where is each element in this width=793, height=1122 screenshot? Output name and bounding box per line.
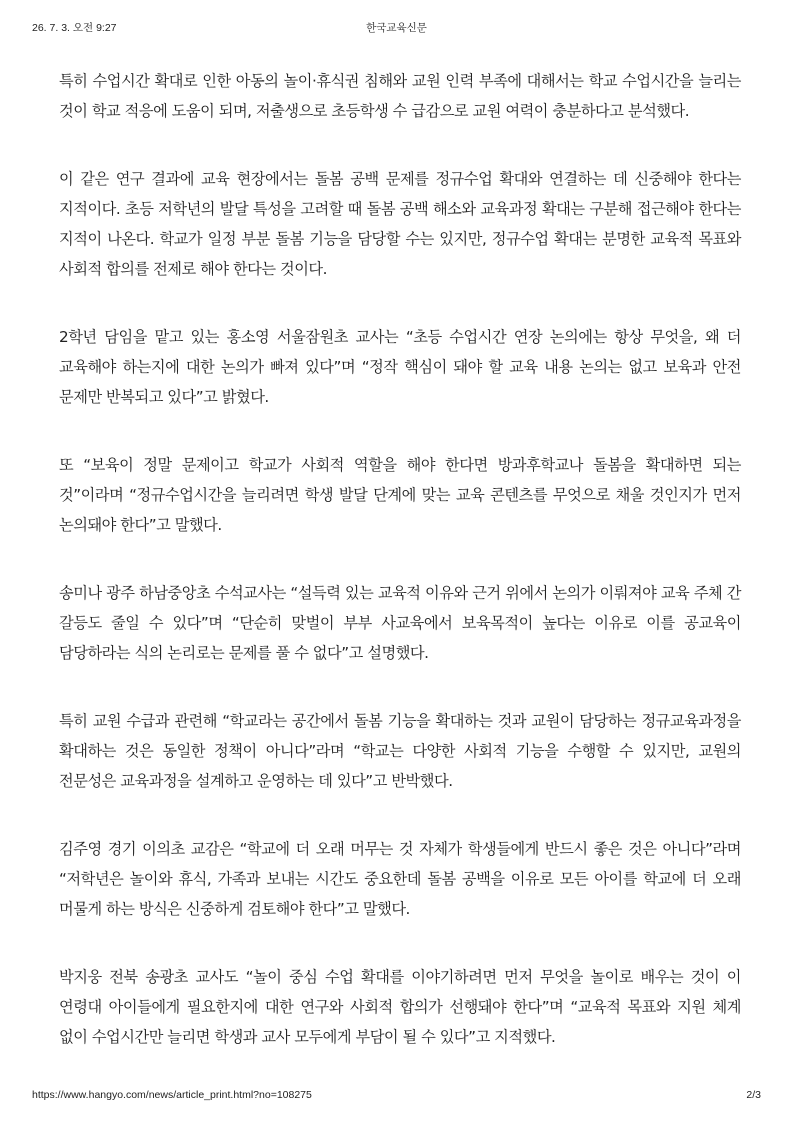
article-paragraph: 송미나 광주 하남중앙초 수석교사는 “설득력 있는 교육적 이유와 근거 위에서 논의가 이뤄져야 교육 주체 간 갈등도 줄일 수 있다”며 “단순히 맞벌이 부부 사교육에서 보육목적이 높다는 이유로 이를 공교육이 담당하라는 식의 논리로는 문제를 풀 수 없다”고 설명했다. [59,584,741,662]
article-paragraph: 2학년 담임을 맡고 있는 홍소영 서울잠원초 교사는 “초등 수업시간 연장 논의에는 항상 무엇을, 왜 더 교육해야 하는지에 대한 논의가 빠져 있다”며 “정작 핵심이 돼야 할 교육 내용 논의는 없고 보육과 안전 문제만 반복되고 있다”고 밝혔다. [59,328,741,406]
article-paragraph: 이 같은 연구 결과에 교육 현장에서는 돌봄 공백 문제를 정규수업 확대와 연결하는 데 신중해야 한다는 지적이다. 초등 저학년의 발달 특성을 고려할 때 돌봄 공백 해소와 교육과정 확대는 구분해 접근해야 한다는 지적이 나온다. 학교가 일정 부분 돌봄 기능을 담당할 수는 있지만, 정규수업 확대는 분명한 교육적 목표와 사회적 합의를 전제로 해야 한다는 것이다. [59,170,741,278]
print-datetime: 26. 7. 3. 오전 9:27 [32,22,117,34]
article-paragraph: 박지웅 전북 송광초 교사도 “놀이 중심 수업 확대를 이야기하려면 먼저 무엇을 놀이로 배우는 것이 이 연령대 아이들에게 필요한지에 대한 연구와 사회적 합의가 선행돼야 한다”며 “교육적 목표와 지원 체계 없이 수업시간만 늘리면 학생과 교사 모두에게 부담이 될 수 있다”고 지적했다. [59,968,741,1046]
article-paragraph: 또 “보육이 정말 문제이고 학교가 사회적 역할을 해야 한다면 방과후학교나 돌봄을 확대하면 되는 것”이라며 “정규수업시간을 늘리려면 학생 발달 단계에 맞는 교육 콘텐츠를 무엇으로 채울 것인지가 먼저 논의돼야 한다”고 말했다. [59,456,741,534]
article-paragraph: 김주영 경기 이의초 교감은 “학교에 더 오래 머무는 것 자체가 학생들에게 반드시 좋은 것은 아니다”라며 “저학년은 놀이와 휴식, 가족과 보내는 시간도 중요한데 돌봄 공백을 이유로 모든 아이를 학교에 더 오래 머물게 하는 방식은 신중하게 검토해야 한다”고 말했다. [59,840,741,918]
article-body [59,66,741,1090]
page-number: 2/3 [746,1089,761,1101]
print-header [32,20,761,36]
site-title: 한국교육신문 [366,22,427,34]
article-paragraph: 특히 교원 수급과 관련해 “학교라는 공간에서 돌봄 기능을 확대하는 것과 교원이 담당하는 정규교육과정을 확대하는 것은 동일한 정책이 아니다”라며 “학교는 다양한 사회적 기능을 수행할 수 있지만, 교원의 전문성은 교육과정을 설계하고 운영하는 데 있다”고 반박했다. [59,712,741,790]
page-url: https://www.hangyo.com/news/article_print.html?no=108275 [32,1089,312,1101]
article-paragraph: 특히 수업시간 확대로 인한 아동의 놀이·휴식권 침해와 교원 인력 부족에 대해서는 학교 수업시간을 늘리는 것이 학교 적응에 도움이 되며, 저출생으로 초등학생 수 급감으로 교원 여력이 충분하다고 분석했다. [59,72,741,120]
print-footer [32,1089,761,1105]
